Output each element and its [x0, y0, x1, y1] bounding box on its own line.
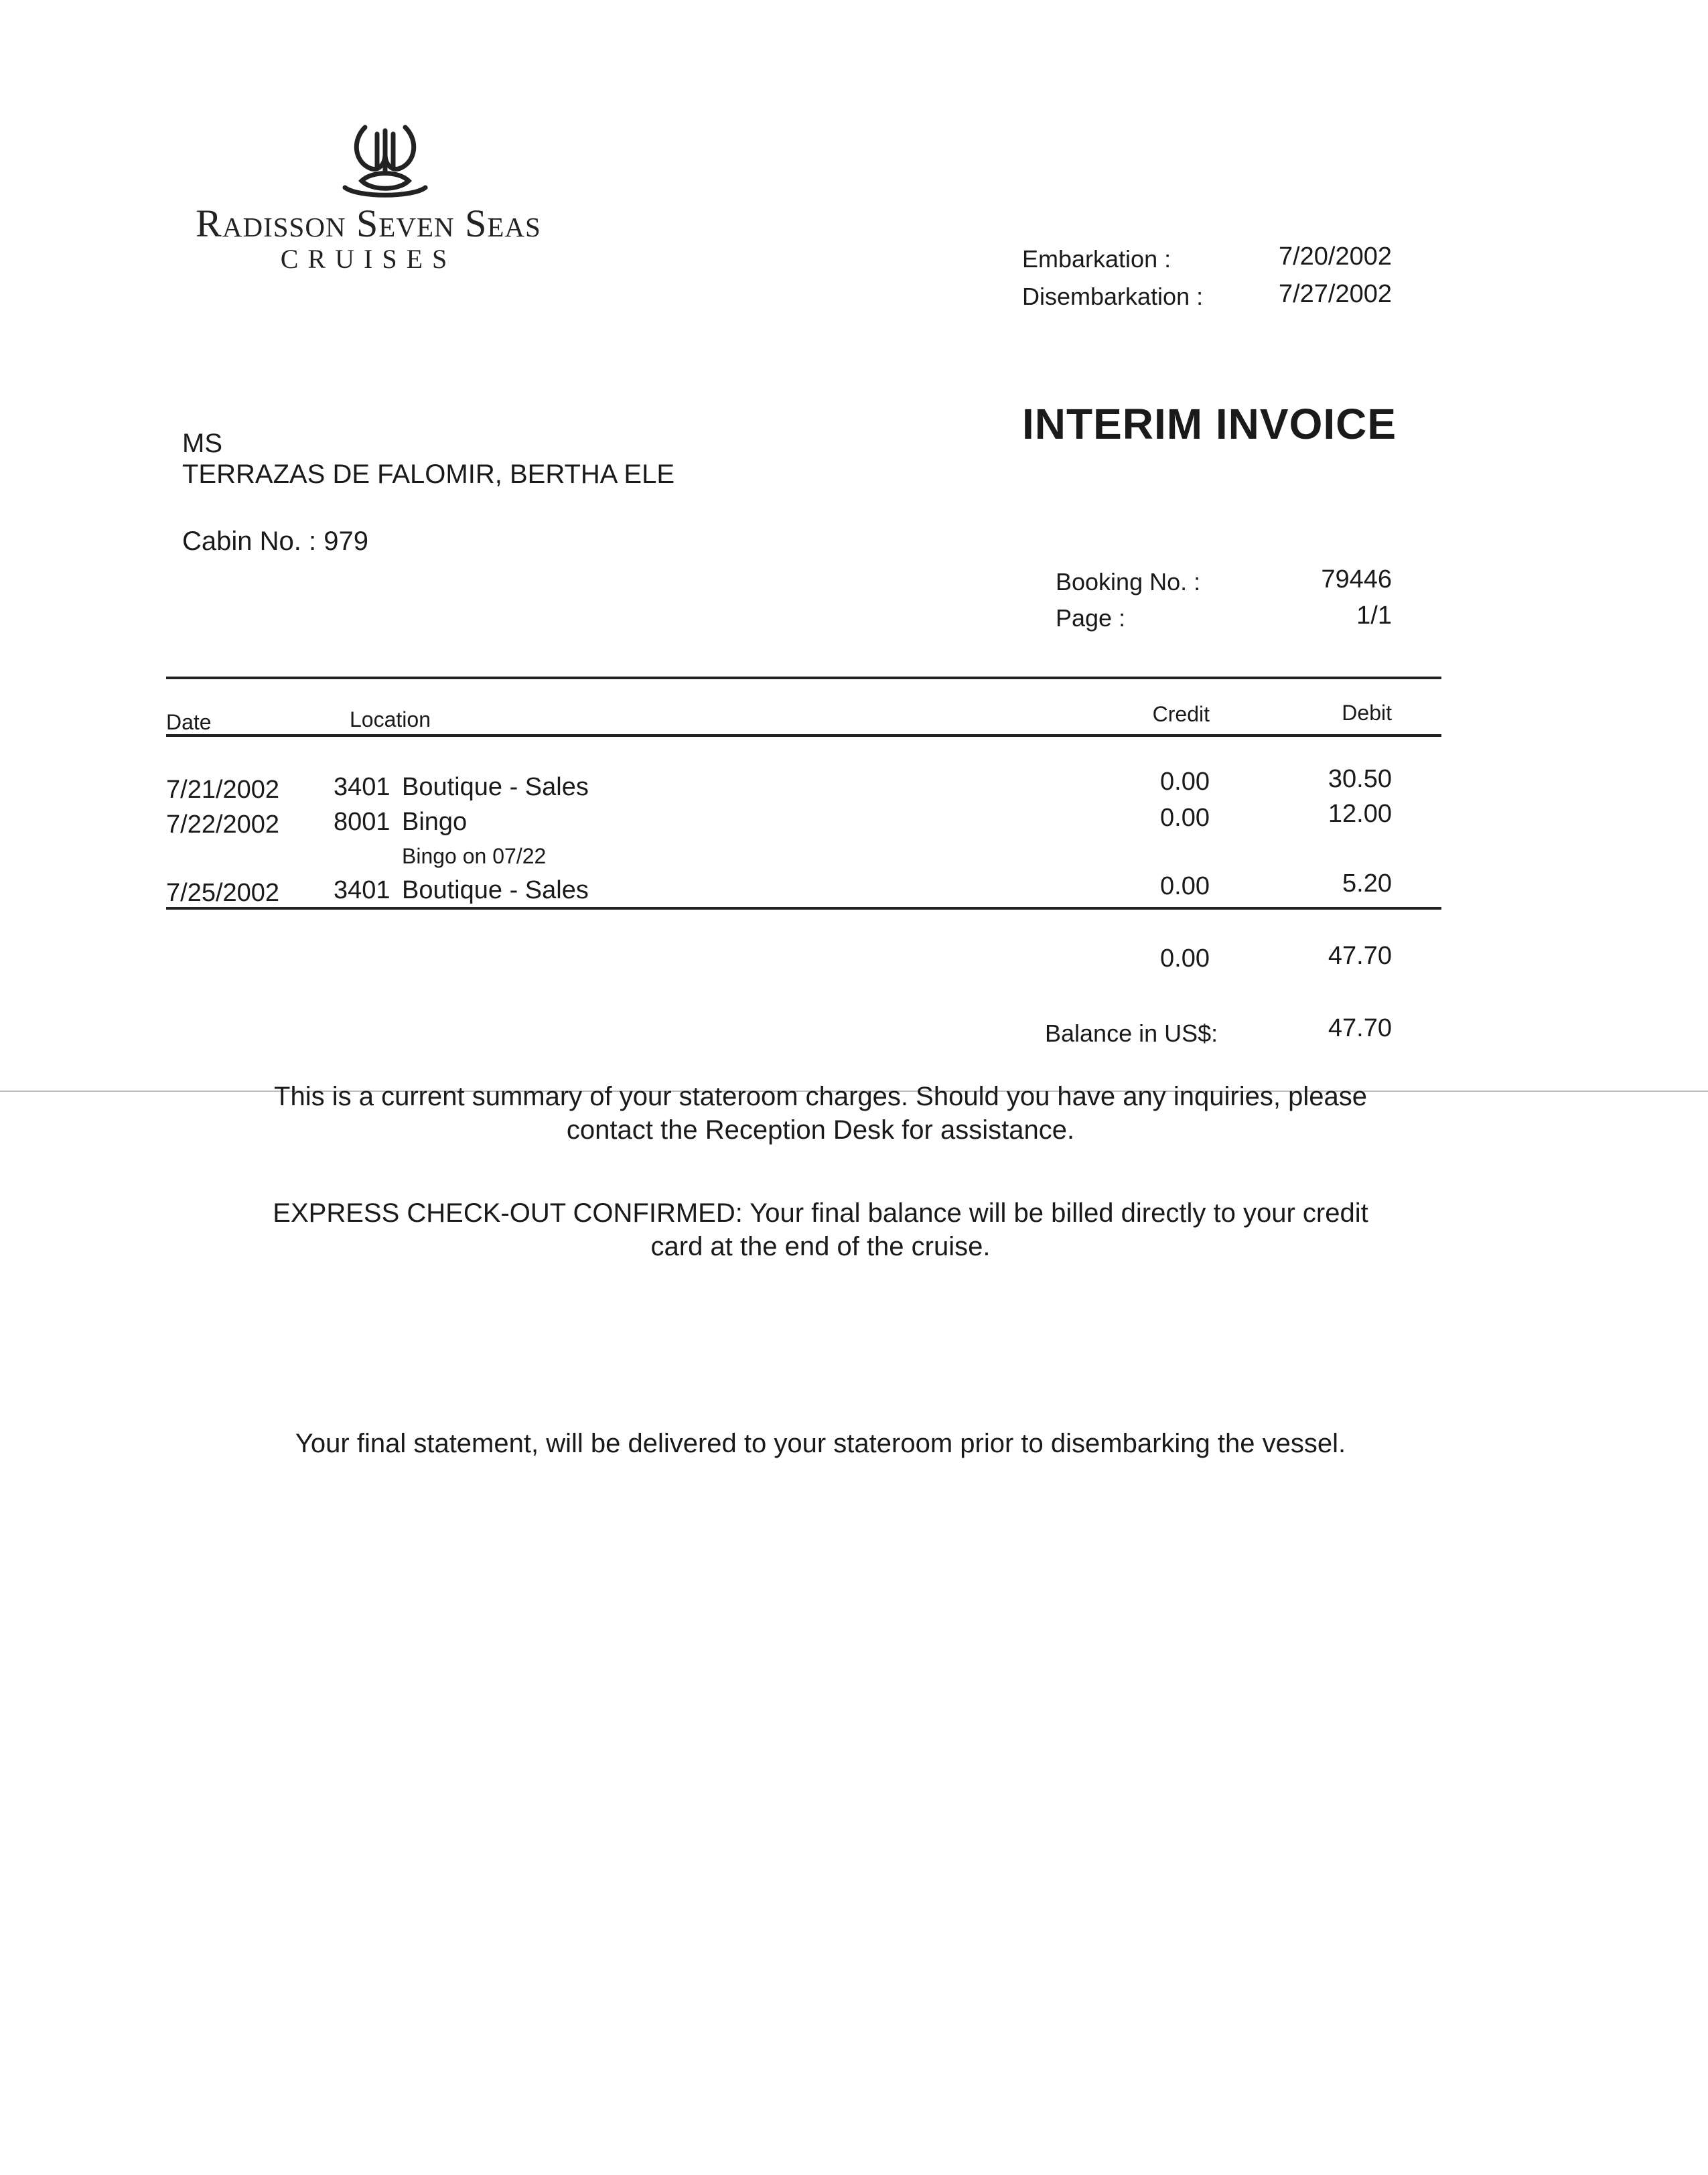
- row-location: Bingo: [402, 808, 468, 836]
- header-debit: Debit: [1342, 701, 1392, 725]
- row-date: 7/25/2002: [166, 879, 280, 907]
- booking-number: 79446: [1321, 565, 1392, 593]
- total-debit: 47.70: [1328, 942, 1392, 970]
- row-code: 8001: [334, 808, 390, 836]
- embarkation-label: Embarkation :: [1022, 245, 1171, 273]
- row-debit: 30.50: [1328, 765, 1392, 793]
- row-debit: 5.20: [1342, 869, 1392, 898]
- total-credit: 0.00: [1160, 944, 1210, 973]
- brand-name: [134, 201, 603, 275]
- brand-subtitle: CRUISES: [280, 244, 457, 274]
- page-label: Page :: [1056, 604, 1126, 632]
- row-date: 7/22/2002: [166, 811, 280, 839]
- express-checkout-message: [167, 1196, 1474, 1263]
- table-top-rule: [166, 677, 1441, 679]
- row-credit: 0.00: [1160, 872, 1210, 900]
- brand-title: Radisson Seven Seas: [196, 202, 541, 245]
- cabin-number: Cabin No. : 979: [182, 527, 368, 556]
- summary-line-2: contact the Reception Desk for assistance.: [566, 1115, 1075, 1145]
- final-statement-message: Your final statement, will be delivered to your stateroom prior to disembarking the vessel.: [295, 1429, 1346, 1458]
- row-credit: 0.00: [1160, 804, 1210, 832]
- header-date: Date: [166, 710, 212, 734]
- row-code: 3401: [334, 876, 390, 904]
- lyre-logo-icon: [338, 114, 432, 201]
- row-location: Boutique - Sales: [402, 773, 589, 801]
- embarkation-date: 7/20/2002: [1278, 242, 1392, 271]
- booking-label: Booking No. :: [1056, 568, 1201, 595]
- page-number: 1/1: [1356, 602, 1392, 630]
- header-location: Location: [350, 707, 431, 731]
- express-line-1: EXPRESS CHECK-OUT CONFIRMED: Your final balance will be billed directly to your credit: [273, 1198, 1368, 1228]
- table-bottom-rule: [166, 907, 1441, 910]
- disembarkation-label: Disembarkation :: [1022, 283, 1204, 310]
- guest-name: TERRAZAS DE FALOMIR, BERTHA ELE: [182, 460, 674, 489]
- invoice-title: INTERIM INVOICE: [1022, 400, 1397, 448]
- guest-salutation: MS: [182, 429, 222, 458]
- row-location: Boutique - Sales: [402, 876, 589, 904]
- row-date: 7/21/2002: [166, 776, 280, 804]
- balance-amount: 47.70: [1328, 1014, 1392, 1042]
- express-line-2: card at the end of the cruise.: [650, 1232, 991, 1261]
- row-code: 3401: [334, 773, 390, 801]
- disembarkation-date: 7/27/2002: [1278, 280, 1392, 308]
- balance-label: Balance in US$:: [1045, 1020, 1218, 1047]
- row-credit: 0.00: [1160, 768, 1210, 796]
- table-header-rule: [166, 734, 1441, 737]
- summary-message: [167, 1080, 1474, 1147]
- summary-line-1: This is a current summary of your stateroom charges. Should you have any inquiries, please: [274, 1082, 1367, 1111]
- row-debit: 12.00: [1328, 800, 1392, 828]
- row-note: Bingo on 07/22: [402, 844, 547, 868]
- header-credit: Credit: [1152, 702, 1210, 726]
